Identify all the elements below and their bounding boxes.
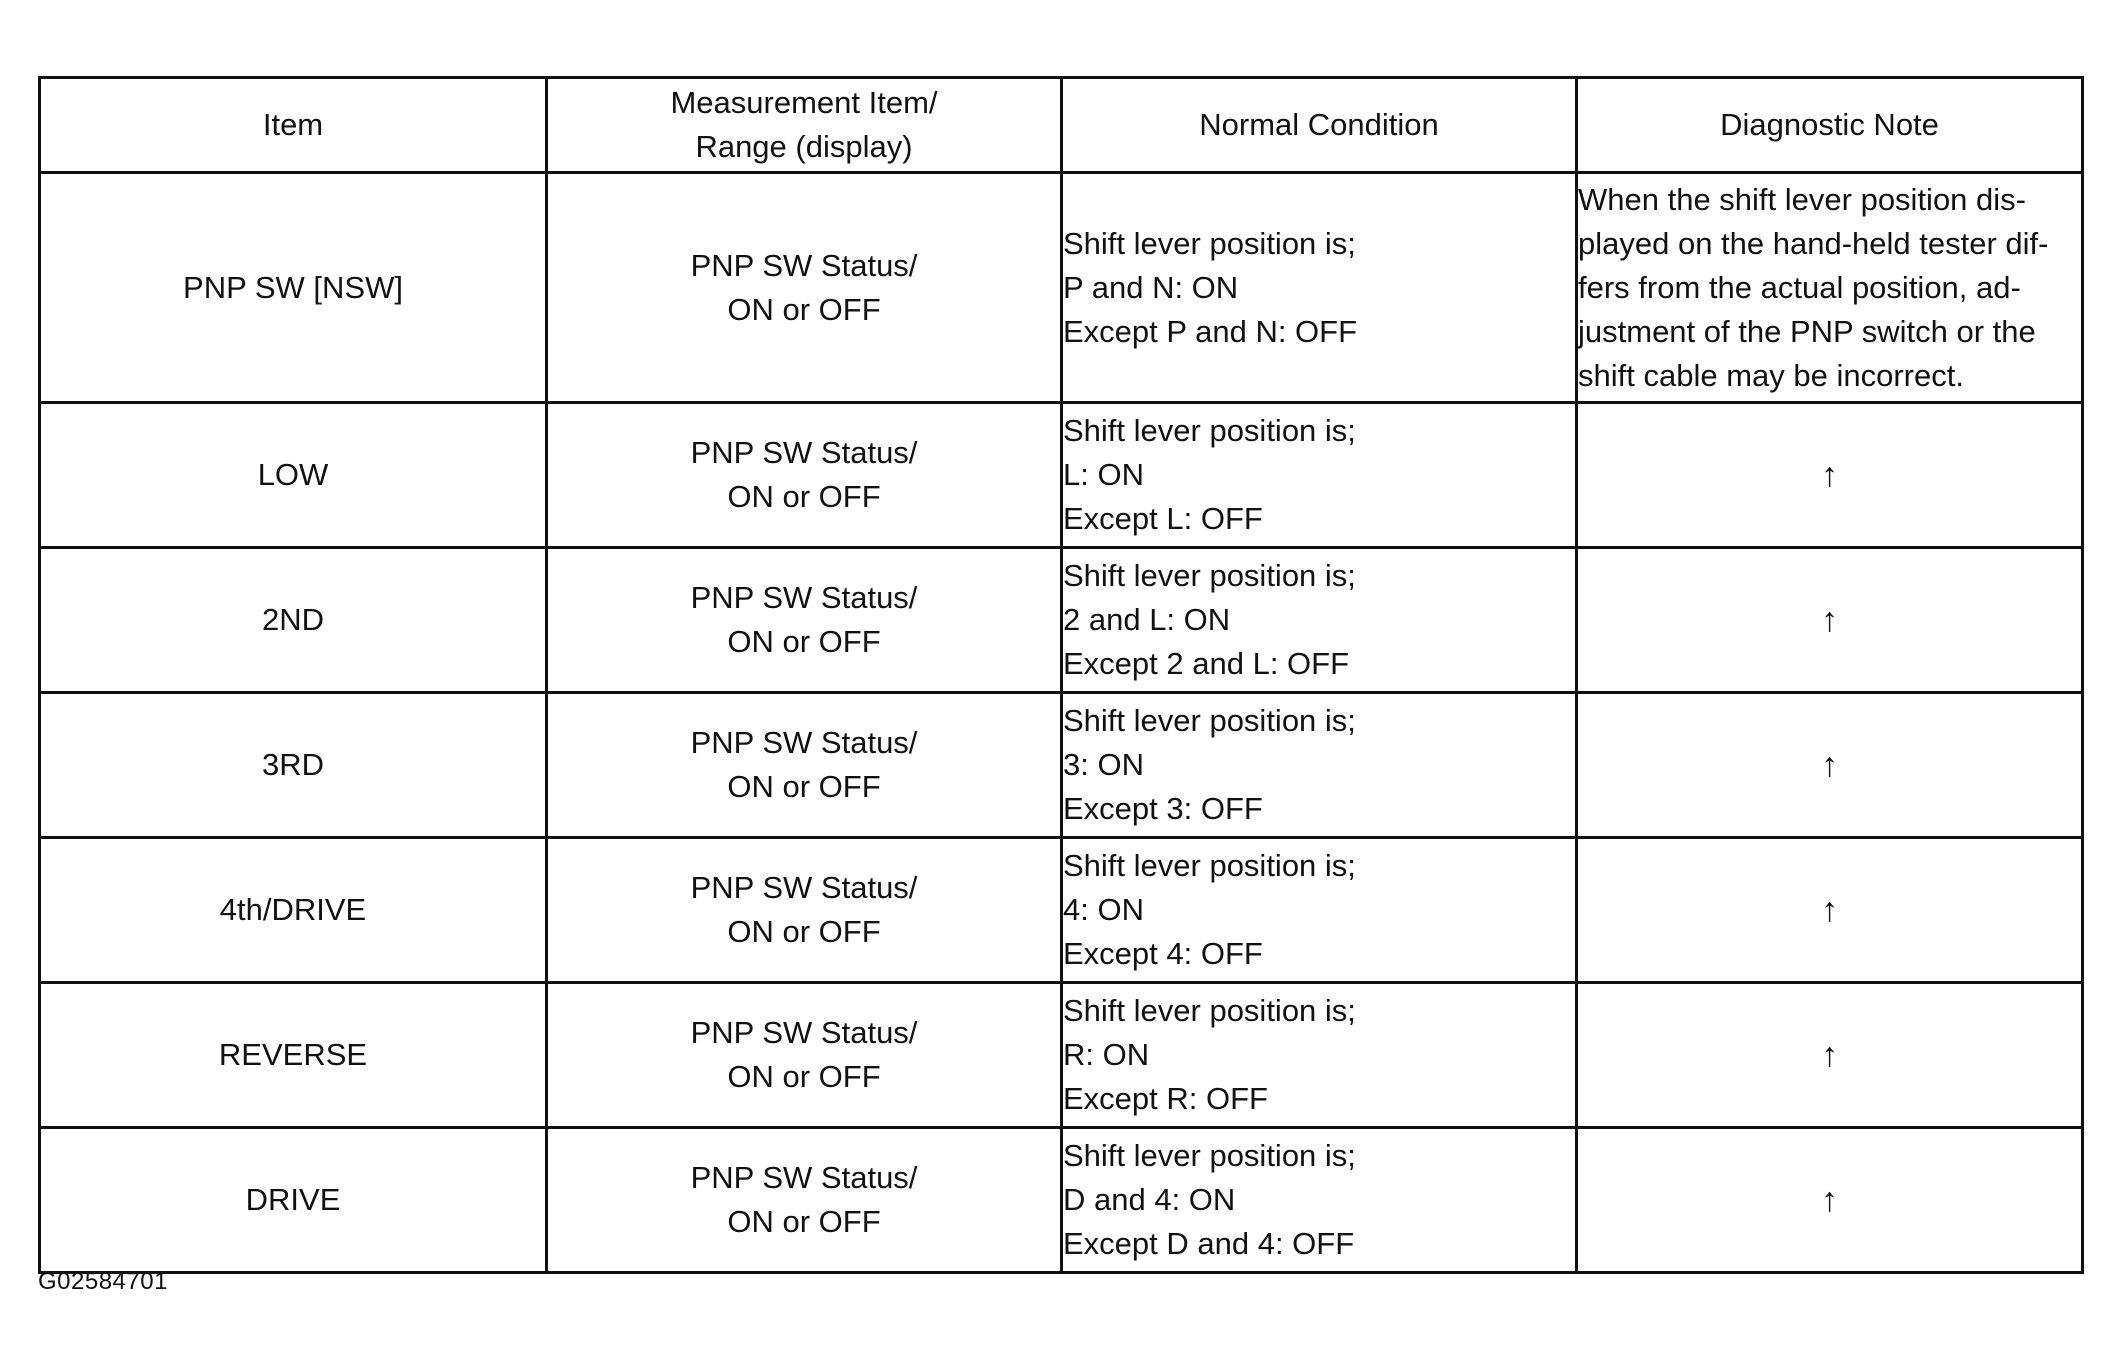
normal-condition-line: Shift lever position is; bbox=[1063, 993, 1356, 1028]
normal-condition-line: 3: ON bbox=[1063, 747, 1144, 782]
item-cell: 4th/DRIVE bbox=[40, 838, 547, 983]
diagnostic-note-cell bbox=[1577, 548, 2083, 693]
normal-condition-line: 4: ON bbox=[1063, 892, 1144, 927]
normal-condition-line: R: ON bbox=[1063, 1037, 1150, 1072]
measurement-cell bbox=[547, 403, 1062, 548]
table-row bbox=[40, 983, 2083, 1128]
header-item: Item bbox=[40, 78, 547, 173]
normal-condition-line: Shift lever position is; bbox=[1063, 225, 1356, 261]
normal-condition-line: P and N: ON bbox=[1063, 269, 1239, 305]
table-row bbox=[40, 548, 2083, 693]
measurement-cell bbox=[547, 838, 1062, 983]
ditto-arrow-icon: ↑ bbox=[1821, 455, 1838, 494]
item-cell: LOW bbox=[40, 403, 547, 548]
measurement-range: ON or OFF bbox=[727, 1059, 881, 1094]
diagnostic-note-cell bbox=[1577, 693, 2083, 838]
data-list-table bbox=[38, 76, 2084, 1274]
normal-condition-line: Except 3: OFF bbox=[1063, 791, 1263, 826]
table-row bbox=[40, 838, 2083, 983]
diagnostic-note-line: shift cable may be incorrect. bbox=[1578, 357, 1964, 393]
measurement-cell bbox=[547, 173, 1062, 403]
normal-condition-cell bbox=[1062, 403, 1577, 548]
measurement-line: PNP SW Status/ bbox=[690, 580, 918, 615]
diagnostic-note-line: justment of the PNP switch or the bbox=[1578, 313, 2036, 349]
measurement-range: ON or OFF bbox=[727, 624, 881, 659]
ditto-arrow-icon: ↑ bbox=[1821, 600, 1838, 639]
normal-condition-line: Except 2 and L: OFF bbox=[1063, 646, 1350, 681]
measurement-range: ON or OFF bbox=[727, 1204, 881, 1239]
normal-condition-cell bbox=[1062, 693, 1577, 838]
measurement-line: PNP SW Status/ bbox=[690, 725, 918, 760]
diagnostic-note-cell bbox=[1577, 403, 2083, 548]
normal-condition-line: 2 and L: ON bbox=[1063, 602, 1231, 637]
normal-condition-line: Shift lever position is; bbox=[1063, 703, 1356, 738]
diagnostic-note-line: When the shift lever position dis- bbox=[1578, 181, 2026, 217]
measurement-cell bbox=[547, 693, 1062, 838]
measurement-range: ON or OFF bbox=[727, 479, 881, 514]
diagnostic-note-line: fers from the actual position, ad- bbox=[1578, 269, 2021, 305]
header-normal-condition: Normal Condition bbox=[1062, 78, 1577, 173]
table-row bbox=[40, 403, 2083, 548]
item-cell: REVERSE bbox=[40, 983, 547, 1128]
normal-condition-cell bbox=[1062, 983, 1577, 1128]
ditto-arrow-icon: ↑ bbox=[1821, 1180, 1838, 1219]
measurement-range: ON or OFF bbox=[727, 291, 881, 327]
normal-condition-line: D and 4: ON bbox=[1063, 1182, 1236, 1217]
diagnostic-note-cell bbox=[1577, 983, 2083, 1128]
data-list-table-container bbox=[38, 76, 2081, 1261]
measurement-range: ON or OFF bbox=[727, 914, 881, 949]
measurement-line: PNP SW Status/ bbox=[690, 247, 918, 283]
measurement-line: PNP SW Status/ bbox=[690, 435, 918, 470]
ditto-arrow-icon: ↑ bbox=[1821, 745, 1838, 784]
diagnostic-note-cell bbox=[1577, 173, 2083, 403]
header-row bbox=[40, 78, 2083, 173]
normal-condition-line: Except D and 4: OFF bbox=[1063, 1226, 1355, 1261]
measurement-range: ON or OFF bbox=[727, 769, 881, 804]
ditto-arrow-icon: ↑ bbox=[1821, 890, 1838, 929]
diagnostic-note-cell bbox=[1577, 1128, 2083, 1273]
item-cell: 2ND bbox=[40, 548, 547, 693]
measurement-cell bbox=[547, 1128, 1062, 1273]
header-measurement-line1: Measurement Item/ bbox=[670, 85, 938, 120]
header-diagnostic-note: Diagnostic Note bbox=[1577, 78, 2083, 173]
table-row bbox=[40, 173, 2083, 403]
diagnostic-note-cell bbox=[1577, 838, 2083, 983]
normal-condition-line: Except 4: OFF bbox=[1063, 936, 1263, 971]
figure-id-label: G02584701 bbox=[38, 1268, 168, 1295]
normal-condition-cell bbox=[1062, 838, 1577, 983]
table-row bbox=[40, 1128, 2083, 1273]
normal-condition-line: Except R: OFF bbox=[1063, 1081, 1268, 1116]
normal-condition-line: Except L: OFF bbox=[1063, 501, 1263, 536]
normal-condition-cell bbox=[1062, 548, 1577, 693]
measurement-line: PNP SW Status/ bbox=[690, 1160, 918, 1195]
normal-condition-line: Shift lever position is; bbox=[1063, 558, 1356, 593]
normal-condition-line: Shift lever position is; bbox=[1063, 848, 1356, 883]
measurement-cell bbox=[547, 983, 1062, 1128]
ditto-arrow-icon: ↑ bbox=[1821, 1035, 1838, 1074]
measurement-line: PNP SW Status/ bbox=[690, 1015, 918, 1050]
normal-condition-line: L: ON bbox=[1063, 457, 1144, 492]
item-cell: DRIVE bbox=[40, 1128, 547, 1273]
item-cell: 3RD bbox=[40, 693, 547, 838]
diagnostic-note-line: played on the hand-held tester dif- bbox=[1578, 225, 2049, 261]
table-row bbox=[40, 693, 2083, 838]
normal-condition-line: Shift lever position is; bbox=[1063, 413, 1356, 448]
normal-condition-cell bbox=[1062, 173, 1577, 403]
normal-condition-cell bbox=[1062, 1128, 1577, 1273]
measurement-cell bbox=[547, 548, 1062, 693]
item-cell: PNP SW [NSW] bbox=[40, 173, 547, 403]
measurement-line: PNP SW Status/ bbox=[690, 870, 918, 905]
normal-condition-line: Except P and N: OFF bbox=[1063, 313, 1358, 349]
header-measurement-line2: Range (display) bbox=[695, 129, 913, 164]
normal-condition-line: Shift lever position is; bbox=[1063, 1138, 1356, 1173]
header-measurement bbox=[547, 78, 1062, 173]
